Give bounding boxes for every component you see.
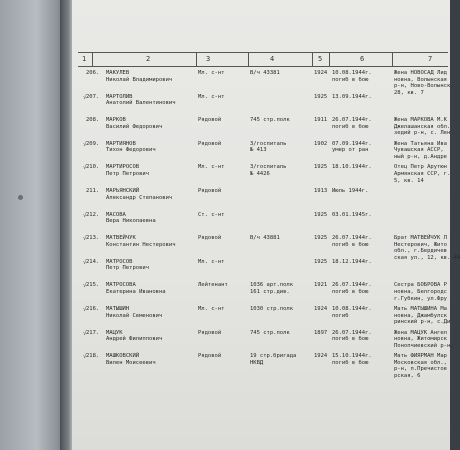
unit: В/ч 43381	[250, 70, 280, 76]
fate: 26.07.1944г. погиб в бою	[332, 282, 372, 295]
row-number: 213.	[86, 235, 100, 242]
row-number: 211.	[86, 187, 100, 194]
unit: 745 стр.полк	[250, 117, 290, 124]
relative-info: Жена НОВОСАД Лид новна, Волынская р-н, Ново-Волынск, 28, кв. 7	[394, 70, 454, 96]
rank: Рядовой	[198, 140, 222, 147]
rank: Рядовой	[198, 187, 222, 194]
birth-year: 1925	[314, 258, 328, 265]
rank: Мл. с-нт	[198, 93, 225, 100]
unit: 745 стр.полк	[250, 329, 290, 336]
row-number: 215.	[86, 282, 100, 289]
relative-info: Мать МАТЫШИНА Ма новна, Джамбулск ринский р-н, с.Ди	[394, 305, 451, 326]
header-col-3: 3	[206, 55, 211, 63]
person-name: МАРТОЛИВ Анатолий Валентинович	[106, 93, 176, 107]
check-mark: √	[83, 258, 87, 266]
header-col-2: 2	[146, 55, 151, 63]
row-number: 206.	[86, 70, 100, 76]
fate: 18.12.1944г.	[332, 258, 372, 265]
table-row	[78, 184, 450, 208]
person-name: МАРЬЯНСКИЙ Александр Степанович	[106, 187, 173, 201]
rank: Мл. с-нт	[198, 305, 225, 312]
relative-info: Сестра БОБРОВА Р новна, Белгородс г.Губкин, ул.Фру	[394, 282, 447, 302]
header-separator	[196, 52, 197, 66]
table-row	[78, 231, 460, 261]
fate: 15.10.1944г. погиб в бою	[332, 353, 372, 366]
ink-smudge	[18, 195, 23, 200]
row-number: 217.	[86, 329, 100, 336]
person-name: МАШКОВСКИЙ Вилен Моисеевич	[106, 353, 156, 366]
row-number: 210.	[86, 164, 100, 171]
person-name: МАТЫШИН Николай Семенович	[106, 305, 163, 319]
unit: 19 стр.бригада НКВД	[250, 353, 297, 366]
check-mark: √	[83, 282, 87, 290]
birth-year: 1921	[314, 282, 328, 289]
birth-year: 1897	[314, 329, 328, 336]
birth-year: 1911	[314, 117, 328, 124]
person-name: МАТВЕЙЧУК Константин Нестерович	[106, 235, 176, 248]
fate: 03.01.1945г.	[332, 211, 372, 218]
fate: 07.09.1944г. умер от ран	[332, 140, 372, 154]
row-number: 214.	[86, 258, 100, 265]
person-name: МАЦУК Андрей Филиппович	[106, 329, 163, 343]
table-row	[78, 302, 450, 326]
birth-year: 1913	[314, 187, 328, 194]
fate: 26.07.1944г. погиб в бою	[332, 235, 372, 248]
person-name: МАСОВА Вера Николаевна	[106, 211, 156, 225]
register-page	[72, 0, 460, 450]
header-col-6: 6	[360, 55, 365, 63]
left-page-edge	[0, 0, 66, 450]
unit: З/госпиталь № 4426	[250, 164, 287, 177]
rank: Ст. с-нт	[198, 211, 225, 218]
check-mark: √	[83, 353, 87, 361]
person-name: МАТРОСОВА Екатерина Ивановна	[106, 282, 166, 295]
relative-info: Брат МАТВЕЙЧУК Л Нестерович, Жито обл., г.Бердичев ская ул., 12, кв. 44	[394, 235, 460, 261]
row-number: 216.	[86, 305, 100, 312]
birth-year: 1925	[314, 211, 328, 218]
birth-year: 1925	[314, 93, 328, 100]
rank: Рядовой	[198, 117, 222, 124]
table-row	[78, 90, 450, 114]
table-row	[78, 113, 450, 137]
table-row	[78, 208, 450, 232]
table-row	[78, 278, 450, 302]
check-mark: √	[83, 140, 87, 148]
relative-info: Жена Татьяна Ива Чувашская АССР, ный р-н, д.Андре	[394, 140, 447, 160]
relative-info: Отец Петр Арутюн Армянская ССР, г. 5, кв. 14	[394, 164, 451, 184]
table-row	[78, 349, 450, 379]
rank: Рядовой	[198, 353, 222, 360]
table-row	[78, 326, 454, 350]
unit: В/ч 43881	[250, 235, 280, 242]
row-number: 218.	[86, 353, 100, 360]
birth-year: 1925	[314, 235, 328, 242]
unit: 1036 арт.полк 161 стр.див.	[250, 282, 294, 295]
table-row	[78, 255, 450, 279]
check-mark: √	[83, 329, 87, 337]
fate: Июль 1944г.	[332, 187, 369, 194]
row-number: 207.	[86, 93, 100, 100]
header-col-7: 7	[428, 55, 433, 63]
header-col-5: 5	[318, 55, 323, 63]
rank: Рядовой	[198, 235, 222, 242]
table-row	[78, 137, 450, 161]
rank: Лейтенант	[198, 282, 228, 289]
header-col-4: 4	[270, 55, 275, 63]
header-separator	[392, 52, 393, 66]
birth-year: 1924	[314, 353, 328, 360]
unit: 1030 стр.полк	[250, 305, 294, 312]
person-name: МАРТИРОСОВ Петр Петрович	[106, 164, 150, 177]
relative-info: Жена МАЦУК Ангел новна, Житомирск Понопчиевский р-н,	[394, 329, 454, 349]
header-separator	[92, 52, 93, 66]
fate: 26.07.1944г. погиб в бою	[332, 329, 372, 343]
fate: 10.08.1944г. погиб	[332, 305, 372, 319]
person-name: МАРКОВ Василий Федорович	[106, 117, 163, 130]
check-mark: √	[83, 305, 87, 313]
header-separator	[248, 52, 249, 66]
birth-year: 1924	[314, 305, 328, 312]
header-separator	[312, 52, 313, 66]
row-number: 209.	[86, 140, 100, 147]
person-name: МАРТИЯНОВ Тихон Федорович	[106, 140, 156, 154]
relative-info: Мать ФИЯРМАН Мар Московская обл., р-н, п.Пречистое рская, 6	[394, 353, 447, 379]
table-row	[78, 160, 450, 184]
fate: 26.07.1944г. погиб в бою	[332, 117, 372, 130]
table-row	[78, 66, 454, 96]
birth-year: 1902	[314, 140, 328, 147]
birth-year: 1925	[314, 164, 328, 171]
fate: 18.10.1944г.	[332, 164, 372, 171]
birth-year: 1924	[314, 70, 328, 76]
header-col-1: 1	[82, 55, 87, 63]
person-name: МАКУЛЕВ Николай Владимирович	[106, 70, 173, 83]
fate: 13.09.1944г.	[332, 93, 372, 100]
check-mark: √	[83, 93, 87, 101]
check-mark: √	[83, 164, 87, 172]
rank: Рядовой	[198, 329, 222, 336]
rank: Мл. с-нт	[198, 70, 225, 76]
row-number: 212.	[86, 211, 100, 218]
register-rows	[78, 66, 460, 379]
fate: 10.08.1944г. погиб в бою	[332, 70, 372, 83]
unit: З/госпиталь № 413	[250, 140, 287, 154]
rank: Мл. с-нт	[198, 164, 225, 171]
check-mark: √	[83, 235, 87, 243]
header-separator	[329, 52, 330, 66]
row-number: 208.	[86, 117, 100, 124]
rank: Мл. с-нт	[198, 258, 225, 265]
person-name: МАТРОСОВ Петр Петрович	[106, 258, 150, 272]
relative-info: Жена МАРКОВА М.К Джелашанская обл. зедий р-н, с. Лен	[394, 117, 451, 137]
check-mark: √	[83, 211, 87, 219]
